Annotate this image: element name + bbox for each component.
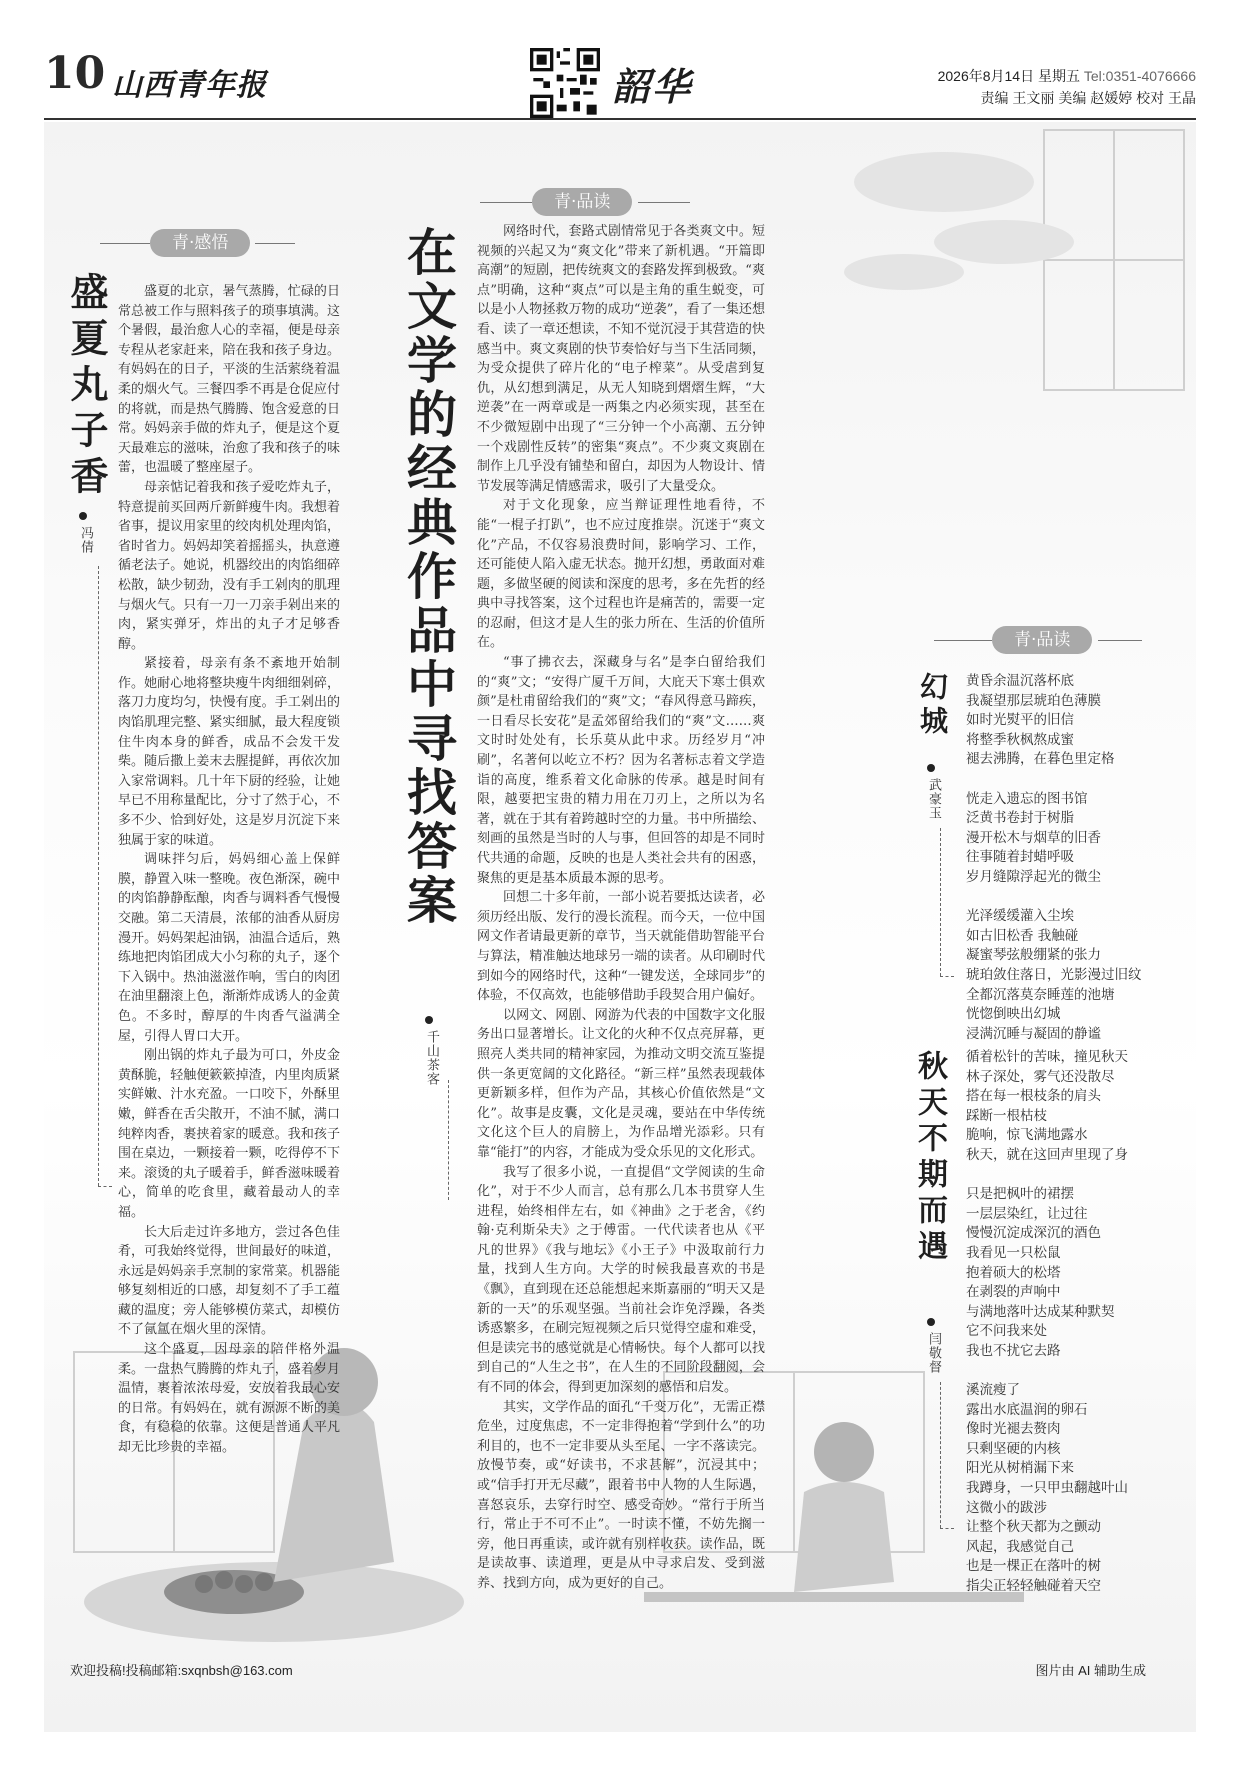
poem-line: 岁月缝隙浮起光的微尘 bbox=[966, 868, 1101, 885]
poem-line: 漫开松木与烟草的旧香 bbox=[966, 829, 1101, 846]
author-rule bbox=[940, 828, 941, 976]
poem-line: 琥珀敛住落日，光影漫过旧纹 bbox=[966, 966, 1142, 983]
column-badge: 青·品读 bbox=[532, 188, 632, 216]
poem-line: 一层层染红，让过往 bbox=[966, 1205, 1088, 1222]
poem-line: 让整个秋天都为之颤动 bbox=[966, 1519, 1101, 1536]
poem-line: 我也不扰它去路 bbox=[966, 1342, 1061, 1359]
poem-title: 秋天不期而遇 bbox=[912, 1050, 947, 1266]
poem-line: 慢慢沉淀成深沉的酒色 bbox=[966, 1225, 1101, 1242]
poem-line: 褪去沸腾，在暮色里定格 bbox=[966, 751, 1115, 768]
poem-line: 往事随着封蜡呼吸 bbox=[966, 849, 1074, 866]
author-rule-end bbox=[98, 1186, 112, 1187]
editors-line: 责编 王文丽 美编 赵媛婷 校对 王晶 bbox=[980, 90, 1196, 106]
poem-line: 搭在每一根枝条的肩头 bbox=[966, 1088, 1101, 1105]
poem-line: 只剩坚硬的内核 bbox=[966, 1440, 1061, 1457]
qr-code-icon bbox=[530, 48, 600, 118]
article-title: 在文学的经典作品中寻找答案 bbox=[399, 226, 458, 928]
author-name: 闫敬督 bbox=[926, 1332, 941, 1374]
author-name: 武豪玉 bbox=[926, 778, 941, 820]
poem-line: 风起，我感觉自己 bbox=[966, 1538, 1074, 1555]
header-divider bbox=[44, 118, 1196, 120]
paragraph: 对于文化现象，应当辩证理性地看待，不能“一棍子打趴”，也不应过度推崇。沉迷于“爽文化”产品，不仅容易浪费时间，影响学习、工作，还可能使人陷入虚无状态。抛开幻想，勇敢面对难题，多做坚硬的阅读和深度的思考，多在先哲的经典中寻找答案，这个过程也许是痛苦的，需要一定的忍耐，但这才是人生的张力所在、生活的价值所在。 bbox=[477, 498, 765, 651]
poem-line: 溪流瘦了 bbox=[966, 1382, 1020, 1399]
author-bullet bbox=[425, 1016, 433, 1024]
poem-line: 黄昏余温沉落杯底 bbox=[966, 673, 1074, 689]
paragraph: 其实，文学作品的面孔“千变万化”，无需正襟危坐，过度焦虑，不一定非得抱着“学到什么”的功利目的，也不一定非要从头至尾、一字不落读完。放慢节奏，或“好读书，不求甚解”，沉浸其中；或“信手打开无尽藏”，跟着书中人物的人生际遇，喜怒哀乐，去穿行时空、感受奇妙。“常行于所当行，常止于不可不止”。一时读不懂，不妨先搁一旁，他日再重读，或许就有别样收获。读作品，既是读故事、读道理，更是从中寻求启发、受到滋养、找到方向，成为更好的自己。 bbox=[477, 1399, 765, 1591]
paragraph: “事了拂衣去，深藏身与名”是李白留给我们的“爽”文；“安得广厦千万间，大庇天下寒士俱欢颜”是杜甫留给我们的“爽”文；“春风得意马蹄疾，一日看尽长安花”是孟郊留给我们的“爽”文……爽文时时处处有，长乐莫从此中求。历经岁月“冲刷”，名著何以屹立不朽？因为名著标志着文学造诣的高度，维系着文化命脉的传承。越是时间有限，越要把宝贵的精力用在刀刃上，之所以为名著，就在于其有着跨越时空的力量。书中所描绘、刻画的虽然是当时的人与事，但回答的却是不同时代共通的命题，反映的也是人类社会共有的困惑，聚焦的更是基本质最本源的思考。 bbox=[477, 655, 765, 886]
image-credit: 图片由 AI 辅助生成 bbox=[1035, 1663, 1146, 1678]
poem-line: 也是一棵正在落叶的树 bbox=[966, 1558, 1101, 1575]
stanza-gap bbox=[966, 1362, 1186, 1382]
author-rule-end bbox=[940, 976, 954, 977]
issue-date: 2026年8月14日 星期五 bbox=[937, 68, 1080, 84]
paragraph: 回想二十多年前，一部小说若要抵达读者，必须历经出版、发行的漫长流程。而今天，一位中国网文作者请最更新的章节，当天就能借助智能平台与算法，精准触达地球另一端的读者。从印刷时代到如今的网络时代，这种“一键发送，全球同步”的体验，不仅高效，也能够借助手段契合用户偏好。 bbox=[477, 890, 765, 1004]
phone-number: Tel:0351-4076666 bbox=[1083, 68, 1196, 84]
poem-line: 在剥裂的声响中 bbox=[966, 1284, 1061, 1301]
poem-line: 恍走入遗忘的图书馆 bbox=[966, 790, 1088, 807]
poem-line: 恍惚倒映出幻城 bbox=[966, 1006, 1061, 1023]
author-rule bbox=[940, 1382, 941, 1528]
poem-line: 如古旧松香 我触碰 bbox=[966, 927, 1079, 944]
article-body bbox=[118, 282, 340, 1458]
poem-line: 我看见一只松鼠 bbox=[966, 1244, 1061, 1261]
column-badge: 青·感悟 bbox=[150, 229, 250, 257]
badge-rule-right bbox=[638, 202, 690, 203]
author-name: 千山茶客 bbox=[424, 1030, 439, 1086]
poem-line: 光泽缓缓灌入尘埃 bbox=[966, 908, 1074, 925]
paragraph: 盛夏的北京，暑气蒸腾，忙碌的日常总被工作与照料孩子的琐事填满。这个暑假，最治愈人心的幸福，便是母亲专程从老家赶来，陪在我和孩子身边。有妈妈在的日子，平淡的生活萦绕着温柔的烟火气。三餐四季不再是仓促应付的将就，而是热气腾腾、饱含爱意的日常。妈妈亲手做的炸丸子，便是这个夏天最难忘的滋味，治愈了我和孩子的味蕾，也温暖了整座屋子。 bbox=[118, 284, 340, 476]
poem-line: 浸满沉睡与凝固的静谧 bbox=[966, 1025, 1101, 1042]
paragraph: 刚出锅的炸丸子最为可口，外皮金黄酥脆，轻触便簌簌掉渣，内里肉质紧实鲜嫩、汁水充盈。一口咬下，外酥里嫩，鲜香在舌尖散开，不油不腻，满口纯粹肉香，裹挟着家的暖意。我和孩子围在桌边，一颗接着一颗，吃得停不下来。滚烫的丸子暖着手，鲜香滋味暖着心，简单的吃食里，藏着最动人的幸福。 bbox=[118, 1048, 340, 1220]
author-rule-end bbox=[940, 1528, 954, 1529]
poem-line: 将整季秋枫熬成蜜 bbox=[966, 731, 1074, 748]
poem-line: 林子深处，雾气还没散尽 bbox=[966, 1068, 1115, 1085]
paragraph: 网络时代，套路式剧情常见于各类爽文中。短视频的兴起又为“爽文化”带来了新机遇。“开篇即高潮”的短剧，把传统爽文的套路发挥到极致。“爽点”明确，这种“爽点”可以是主角的重生蜕变，可以是小人物拯救万物的成功“逆袭”，看了一集还想看、读了一章还想读，不知不觉沉浸于其营造的快感当中。爽文爽剧的快节奏恰好与当下生活同频，为受众提供了碎片化的“电子榨菜”。从受虐到复仇，从幻想到满足，从无人知晓到熠熠生辉，“大逆袭”在一两章或是一两集之内必须实现，甚至在不少微短剧中出现了“三分钟一个小高潮、五分钟一个戏剧性反转”的密集“爽点”。不少爽文爽剧在制作上几乎没有铺垫和留白，却因为人物设计、情节发展等满足情感需求，吸引了大量受众。 bbox=[477, 224, 765, 494]
article-body bbox=[477, 222, 765, 1594]
poem-line: 全都沉落莫奈睡莲的池塘 bbox=[966, 986, 1115, 1003]
paragraph: 我写了很多小说，一直提倡“文学阅读的生命化”，对于不少人而言，总有那么几本书贯穿人生进程，始终相伴左右，如《神曲》之于老舍，《约翰·克利斯朵夫》之于傅雷。一代代读者也从《平凡的世界》《我与地坛》《小王子》中汲取前行力量，找到人生方向。大学的时候我最喜欢的书是《飘》，直到现在还总能想起来斯嘉丽的“明天又是新的一天”的乐观坚强。当前社会诈免浮躁，各类诱惑繁多，在刷完短视频之后只觉得空虚和难受，但是读完书的感觉就是心情畅快。每个人都可以找到自己的“人生之书”，在人生的不同阶段翻阅，会有不同的体会，得到更加深刻的感悟和启发。 bbox=[477, 1164, 765, 1396]
poem-line: 它不问我来处 bbox=[966, 1323, 1047, 1340]
poem-line: 脆响，惊飞满地露水 bbox=[966, 1127, 1088, 1144]
badge-rule-left bbox=[934, 640, 992, 641]
poem-line: 与满地落叶达成某种默契 bbox=[966, 1303, 1115, 1320]
newspaper-masthead: 山西青年报 bbox=[112, 68, 267, 103]
submission-notice: 欢迎投稿!投稿邮箱:sxqnbsh@163.com bbox=[70, 1663, 293, 1678]
poem-line: 这微小的跋涉 bbox=[966, 1499, 1047, 1516]
poem-line: 秋天，就在这回声里现了身 bbox=[966, 1146, 1128, 1163]
page-number: 10 bbox=[44, 48, 106, 99]
stanza-gap bbox=[966, 888, 1186, 908]
poem-line: 循着松针的苦味，撞见秋天 bbox=[966, 1049, 1128, 1065]
poem-line: 抱着硕大的松塔 bbox=[966, 1264, 1061, 1281]
poem-body bbox=[966, 672, 1186, 1044]
paragraph: 这个盛夏，因母亲的陪伴格外温柔。一盘热气腾腾的炸丸子，盛着岁月温情，裹着浓浓母爱，安放着我最心安的日常。有妈妈在，就有源源不断的美食，有稳稳的依靠。这便是普通人平凡却无比珍贵的幸福。 bbox=[118, 1342, 340, 1456]
poem-line: 凝蜜琴弦般绷紧的张力 bbox=[966, 947, 1101, 964]
author-rule bbox=[98, 566, 99, 1186]
poem-body bbox=[966, 1048, 1186, 1597]
poem-line: 像时光褪去赘肉 bbox=[966, 1421, 1061, 1438]
article-title: 盛夏丸子香 bbox=[64, 272, 109, 502]
poem-line: 我蹲身，一只甲虫翻越叶山 bbox=[966, 1480, 1128, 1497]
badge-rule-right bbox=[255, 243, 295, 244]
paragraph: 以网文、网剧、网游为代表的中国数字文化服务出口显著增长。让文化的火种不仅点亮屏幕，更照亮人类共同的精神家园，为推动文明交流互鉴提供一条更宽阔的文化路径。“新三样”虽然表现载体更新颖多样，但作为产品，其核心价值依然是“文化”。故事是皮囊，文化是灵魂，要站在中华传统文化这个巨人的肩膀上，为作品增光添彩。只有靠“能打”的内容，才能成为受众乐见的文化形式。 bbox=[477, 1007, 765, 1160]
poem-line: 阳光从树梢漏下来 bbox=[966, 1460, 1074, 1477]
paragraph: 调味拌匀后，妈妈细心盖上保鲜膜，静置入味一整晚。夜色渐深，碗中的肉馅静静酝酿，肉香与调料香气慢慢交融。第二天清晨，浓郁的油香从厨房漫开。妈妈架起油锅，油温合适后，熟练地把肉馅团成大小匀称的丸子，逐个下入锅中。热油滋滋作响，雪白的肉团在油里翻滚上色，渐渐炸成诱人的金黄色。不多时，醇厚的牛肉香气溢满全屋，引得人胃口大开。 bbox=[118, 852, 340, 1044]
badge-rule-right bbox=[1098, 640, 1142, 641]
section-name: 韶华 bbox=[612, 64, 693, 109]
paragraph: 紧接着，母亲有条不紊地开始制作。她耐心地将整块瘦牛肉细细剁碎，落刀力度均匀，快慢有度。手工剁出的肉馅肌理完整、紧实细腻，最大程度锁住牛肉本身的鲜香，成品不会发干发柴。随后撒上姜末去腥提鲜，再依次加入家常调料。几十年下厨的经验，让她早已不用称量配比，分寸了然于心，不多不少、恰到好处，这是岁月沉淀下来独属于家的味道。 bbox=[118, 656, 340, 848]
poem-line: 踩断一根枯枝 bbox=[966, 1107, 1047, 1124]
paragraph: 母亲惦记着我和孩子爱吃炸丸子，特意提前买回两斤新鲜瘦牛肉。我想着省事，提议用家里的绞肉机处理肉馅，省时省力。妈妈却笑着摇摇头，执意遵循老法子。她说，机器绞出的肉馅细碎松散，缺少韧劲，没有手工剁肉的肌理与烟火气。只有一刀一刀亲手剁出来的肉，紧实弹牙，炸出的丸子才足够香醇。 bbox=[118, 479, 340, 652]
poem-line: 泛黄书卷封于树脂 bbox=[966, 810, 1074, 827]
poem-line: 指尖正轻轻触碰着天空 bbox=[966, 1578, 1101, 1595]
author-bullet bbox=[79, 512, 87, 520]
author-bullet bbox=[927, 1318, 935, 1326]
badge-rule-left bbox=[480, 202, 532, 203]
author-name: 冯倩 bbox=[78, 526, 93, 554]
author-bullet bbox=[927, 764, 935, 772]
column-badge: 青·品读 bbox=[992, 626, 1092, 654]
author-rule bbox=[448, 1080, 449, 1200]
badge-rule-left bbox=[100, 243, 150, 244]
poem-line: 露出水底温润的卵石 bbox=[966, 1401, 1088, 1418]
poem-line: 只是把枫叶的裙摆 bbox=[966, 1186, 1074, 1203]
poem-line: 如时光熨平的旧信 bbox=[966, 712, 1074, 729]
date-line bbox=[938, 66, 1196, 86]
poem-title: 幻城 bbox=[916, 672, 949, 740]
poem-line: 我凝望那层琥珀色薄膜 bbox=[966, 692, 1101, 709]
paragraph: 长大后走过许多地方，尝过各色佳肴，可我始终觉得，世间最好的味道，永远是妈妈亲手烹制的家常菜。机器能够复刻相近的口感，却复刻不了手工蕴藏的温度；旁人能够模仿菜式，却模仿不了氤氲在烟火里的深情。 bbox=[118, 1224, 340, 1338]
stanza-gap bbox=[966, 770, 1186, 790]
stanza-gap bbox=[966, 1166, 1186, 1186]
